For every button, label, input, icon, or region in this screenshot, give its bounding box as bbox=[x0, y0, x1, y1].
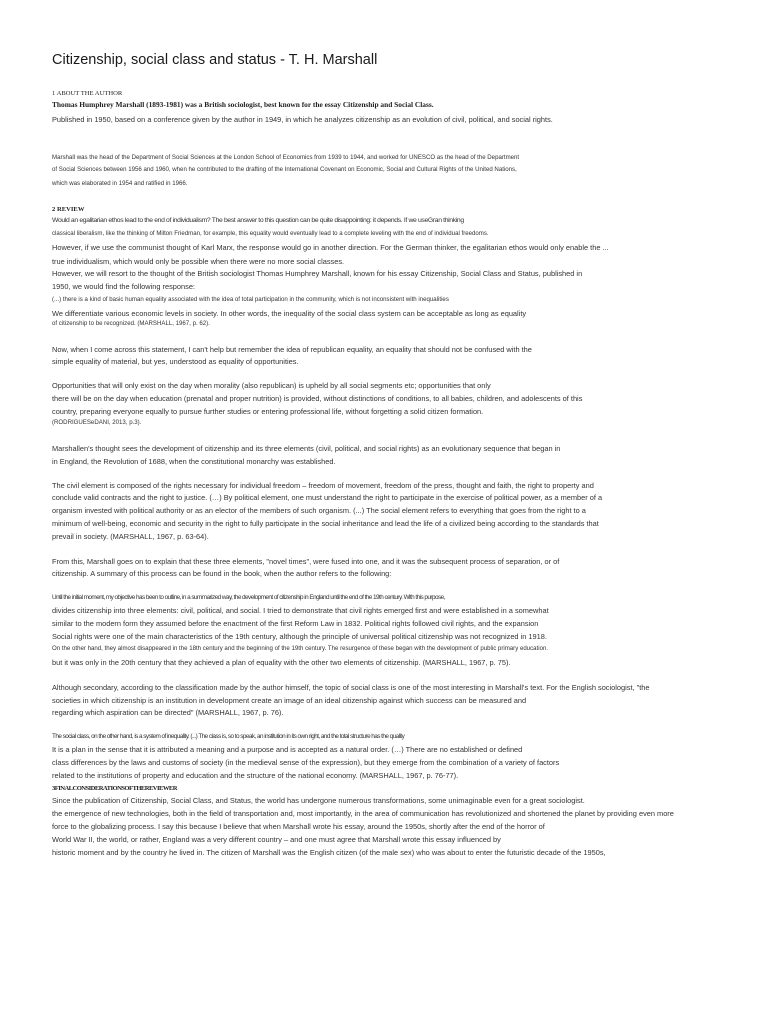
text-line: of citizenship to be recognized. (MARSHALL, 1967, p. 62). bbox=[52, 320, 210, 327]
text-line: 1950, we would find the following response: bbox=[52, 282, 195, 291]
text-line: 1 ABOUT THE AUTHOR bbox=[52, 90, 123, 97]
text-line: We differentiate various economic levels in society. In other words, the inequality of the social class system can be acceptable as long as equality bbox=[52, 309, 527, 318]
text-line: Although secondary, according to the classification made by the author himself, the topic of social class is one of the most interesting in Marshall's text. For the English sociologist, "the bbox=[52, 683, 650, 692]
text-line: From this, Marshall goes on to explain that these three elements, "novel times", were fused into one, and it was the subsequent process of separation, or of bbox=[52, 557, 560, 566]
text-line: Since the publication of Citizenship, Social Class, and Status, the world has undergone numerous transformations, some unimaginable even for a great sociologist. bbox=[52, 796, 585, 805]
text-line: regarding which aspiration can be directed" (MARSHALL, 1967, p. 76). bbox=[52, 708, 284, 717]
text-line: but it was only in the 20th century that they achieved a plan of equality with the other two elements of citizenship. (MARSHALL, 1967, p. 75). bbox=[52, 658, 511, 667]
text-line: Marshall was the head of the Department of Social Sciences at the London School of Economics from 1939 to 1944, and worked for UNESCO as the head of the Department bbox=[52, 154, 520, 161]
text-line: similar to the modern form they assumed before the enactment of the first Reform Law in 1832. Political rights followed civil rights, and the expansion bbox=[52, 619, 539, 628]
text-line: true individualism, which would only be possible when there were no more social classes. bbox=[52, 257, 345, 266]
text-line: simple equality of material, but yes, understood as equality of opportunities. bbox=[52, 357, 299, 366]
text-line: classical liberalism, like the thinking of Milton Friedman, for example, this equality would eventually lead to a complete leveling with the end of individual freedoms. bbox=[52, 230, 489, 237]
text-line: prevail in society. (MARSHALL, 1967, p. 63-64). bbox=[52, 532, 209, 541]
text-line: Social rights were one of the main characteristics of the 19th century, although the principle of universal political citizenship was not recognized in 1918. bbox=[52, 632, 547, 641]
text-line: divides citizenship into three elements: civil, political, and social. I tried to demonstrate that civil rights emerged first and were established in a somewhat bbox=[52, 606, 549, 615]
text-line: class differences by the laws and customs of society (in the medieval sense of the expression), but they emerge from the combination of a variety of factors bbox=[52, 758, 560, 767]
text-line: 3FINALCONSIDERATIONSOFTHEREVIEWER bbox=[52, 785, 177, 792]
text-line: Opportunities that will only exist on the day when morality (also republican) is upheld by all social segments etc; opportunities that only bbox=[52, 381, 491, 390]
text-line: Now, when I come across this statement, I can't help but remember the idea of republican equality, an equality that should not be confused with the bbox=[52, 345, 532, 354]
text-line: Published in 1950, based on a conference given by the author in 1949, in which he analyzes citizenship as an evolution of civil, political, and social rights. bbox=[52, 115, 553, 124]
text-line: (...) there is a kind of basic human equality associated with the idea of total participation in the community, which is not inconsistent with inequalities bbox=[52, 296, 449, 303]
text-line: there will be on the day when education (prenatal and proper nutrition) is provided, without distinctions of conditions, to all babies, children, and adolescents of this bbox=[52, 394, 583, 403]
text-line: in England, the Revolution of 1688, when the constitutional monarchy was established. bbox=[52, 457, 336, 466]
text-line: Until the initial moment, my objective has been to outline, in a summarized way, the development of citizenship in England until the end of the 19th century. With this purpose, bbox=[52, 594, 445, 601]
text-line: minimum of well-being, economic and security in the right to fully participate in the social inheritance and lead the life of a civilized being according to the standards that bbox=[52, 519, 599, 528]
text-line: The civil element is composed of the rights necessary for individual freedom – freedom of movement, freedom of the press, thought and faith, the right to property and bbox=[52, 481, 594, 490]
text-line: However, if we use the communist thought of Karl Marx, the response would go in another direction. For the German thinker, the egalitarian ethos would only enable the ... bbox=[52, 243, 609, 252]
text-line: which was elaborated in 1954 and ratified in 1966. bbox=[52, 180, 188, 187]
text-line: country, preparing everyone equally to pursue further studies or entering professional life, without forgetting a solid citizen formation. bbox=[52, 407, 484, 416]
text-line: related to the institutions of property and education and the structure of the national economy. (MARSHALL, 1967, p. 76-77). bbox=[52, 771, 459, 780]
text-line: It is a plan in the sense that it is attributed a meaning and a purpose and is accepted as a natural order. (…) There are no established or defined bbox=[52, 745, 523, 754]
document-title: Citizenship, social class and status - T. H. Marshall bbox=[52, 52, 378, 68]
text-line: (RODRIGUESeDANI, 2013, p.3). bbox=[52, 419, 142, 426]
text-line: On the other hand, they almost disappeared in the 18th century and the beginning of the 19th century. The resurgence of these began with the development of public primary education. bbox=[52, 645, 549, 652]
text-line: societies in which citizenship is an institution in development create an image of an ideal citizenship against which success can be measured and bbox=[52, 696, 527, 705]
text-line: World War II, the world, or rather, England was a very different country – and one must agree that Marshall wrote this essay influenced by bbox=[52, 835, 501, 844]
text-line: of Social Sciences between 1956 and 1960, when he contributed to the drafting of the International Covenant on Economic, Social and Cultural Rights of the United Nations, bbox=[52, 166, 517, 173]
text-line: historic moment and by the country he lived in. The citizen of Marshall was the English citizen (of the male sex) who was about to enter the futuristic decade of the 1950s, bbox=[52, 848, 606, 857]
text-line: Thomas Humphrey Marshall (1893-1981) was a British sociologist, best known for the essay Citizenship and Social Class. bbox=[52, 100, 434, 109]
text-line: The social class, on the other hand, is a system of inequality. (...) The class is, so to speak, an institution in its own right, and the total structure has the quality bbox=[52, 733, 405, 740]
text-line: 2 REVIEW bbox=[52, 206, 85, 213]
text-line: citizenship. A summary of this process can be found in the book, when the author refers to the following: bbox=[52, 569, 392, 578]
text-line: Marshallen's thought sees the development of citizenship and its three elements (civil, political, and social rights) as an evolutionary sequence that began in bbox=[52, 444, 561, 453]
text-line: conclude valid contracts and the right to justice. (…) By political element, one must understand the right to participate in the exercise of political power, as a member of a bbox=[52, 493, 603, 502]
text-line: Would an egalitarian ethos lead to the end of individualism? The best answer to this question can be quite disappointing: it depends. If we useGran thinking bbox=[52, 217, 464, 224]
text-line: the emergence of new technologies, both in the field of transportation and, most importantly, in the area of communication has revolutionized and shortened the planet by providing even more bbox=[52, 809, 674, 818]
text-line: However, we will resort to the thought of the British sociologist Thomas Humphrey Marshall, known for his essay Citizenship, Social Class and Status, published in bbox=[52, 269, 583, 278]
text-line: force to the globalizing process. I say this because I believe that when Marshall wrote his essay, around the 1950s, shortly after the end of the horror of bbox=[52, 822, 545, 831]
text-line: organism invested with political authority or as an elector of the members of such organism. (...) The social element refers to everything that goes from the right to a bbox=[52, 506, 586, 515]
